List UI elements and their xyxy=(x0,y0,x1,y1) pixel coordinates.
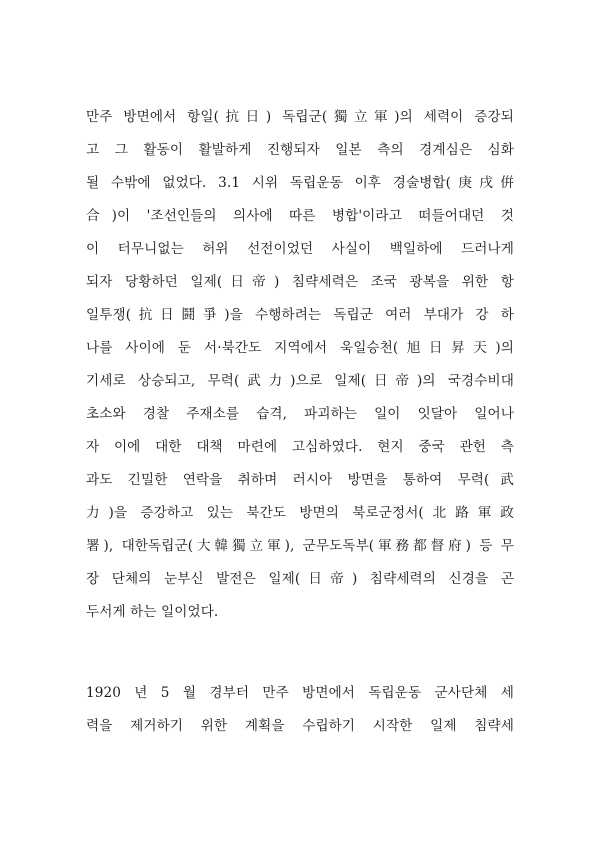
text-line: 合)이 '조선인들의 의사에 따른 병합'이라고 떠들어대던 것 xyxy=(86,208,514,224)
text-line: 기세로 상승되고, 무력(武力)으로 일제(日帝)의 국경수비대 xyxy=(86,373,514,389)
text-line: 력을 제거하기 위한 계획을 수립하기 시작한 일제 침략세 xyxy=(86,718,514,734)
text-line: 나를 사이에 둔 서·북간도 지역에서 욱일승천(旭日昇天)의 xyxy=(86,340,514,356)
text-line: 만주 방면에서 항일(抗日) 독립군(獨立軍)의 세력이 증강되 xyxy=(86,109,514,125)
text-line: 장 단체의 눈부신 발전은 일제(日帝) 침략세력의 신경을 곤 xyxy=(86,571,514,587)
text-line: 이 터무니없는 허위 선전이었던 사실이 백일하에 드러나게 xyxy=(86,241,514,257)
text-line: 署), 대한독립군(大韓獨立軍), 군무도독부(軍務都督府) 등 무 xyxy=(86,538,514,554)
text-line: 力)을 증강하고 있는 북간도 방면의 북로군정서(北路軍政 xyxy=(86,505,514,521)
text-line: 되자 당황하던 일제(日帝) 침략세력은 조국 광복을 위한 항 xyxy=(86,274,514,290)
body-paragraph xyxy=(86,101,514,629)
text-line: 1920 년 5 월 경부터 만주 방면에서 독립운동 군사단체 세 xyxy=(86,685,514,701)
text-line: 과도 긴밀한 연락을 취하며 러시아 방면을 통하여 무력(武 xyxy=(86,472,514,488)
text-line: 자 이에 대한 대책 마련에 고심하였다. 현지 중국 관헌 측 xyxy=(86,439,514,455)
text-line: 두서게 하는 일이었다. xyxy=(86,604,219,620)
text-line: 일투쟁(抗日鬪爭)을 수행하려는 독립군 여러 부대가 강 하 xyxy=(86,307,514,323)
text-line: 될 수밖에 없었다. 3.1 시위 독립운동 이후 경술병합(庚戌倂 xyxy=(86,175,514,191)
text-line: 초소와 경찰 주재소를 습격, 파괴하는 일이 잇달아 일어나 xyxy=(86,406,514,422)
text-line: 고 그 활동이 활발하게 진행되자 일본 측의 경계심은 심화 xyxy=(86,142,514,158)
body-paragraph xyxy=(86,677,514,743)
